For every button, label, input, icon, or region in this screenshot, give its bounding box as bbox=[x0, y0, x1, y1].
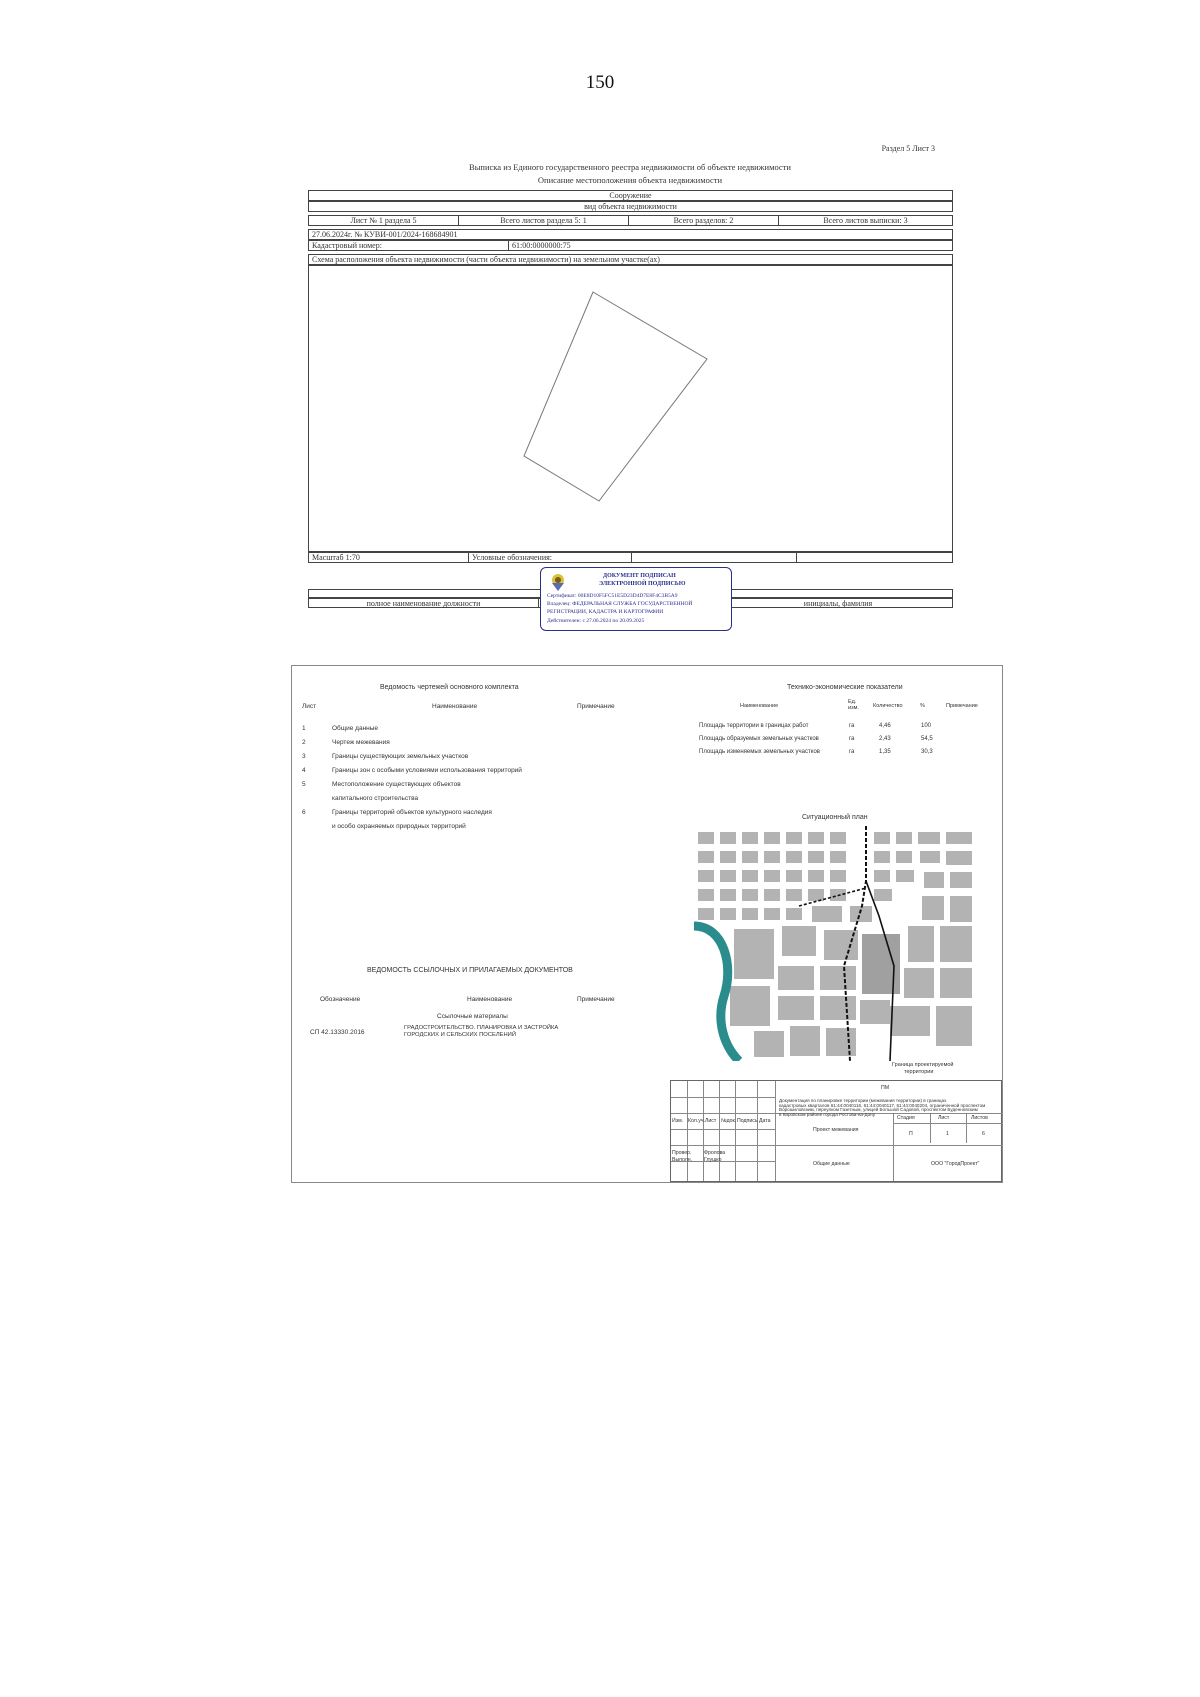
boundary-legend-2: территории bbox=[904, 1069, 934, 1075]
sheet-cell: Всего листов раздела 5: 1 bbox=[459, 216, 629, 225]
sheet-cell: Лист № 1 раздела 5 bbox=[309, 216, 459, 225]
empty-cell bbox=[632, 553, 797, 562]
situation-plan-title: Ситуационный план bbox=[802, 814, 868, 821]
object-type-caption: вид объекта недвижимости bbox=[584, 202, 677, 211]
object-type: Сооружение bbox=[609, 191, 652, 200]
organization: ООО "ГородПроект" bbox=[931, 1161, 980, 1167]
title-block-desc: в Кировском районе города Ростова-на-Дону bbox=[779, 1111, 876, 1117]
stage-header: Лист bbox=[938, 1115, 950, 1121]
tep-header-name: Наименование bbox=[740, 703, 779, 709]
sheet-name: Проект межевания bbox=[813, 1127, 859, 1133]
section-sheet-label: Раздел 5 Лист 3 bbox=[881, 144, 935, 153]
map-overlay bbox=[694, 826, 977, 1061]
general-data: Общие данные bbox=[813, 1161, 850, 1167]
stage-header: Стадия bbox=[897, 1115, 915, 1121]
stamp-line: ДОКУМЕНТ ПОДПИСАН bbox=[603, 573, 676, 579]
scheme-area bbox=[308, 265, 953, 552]
tep-title: Технико-экономические показатели bbox=[787, 684, 903, 691]
signature-right: инициалы, фамилия bbox=[803, 599, 873, 607]
stage-value: П bbox=[909, 1131, 913, 1137]
refs-header-note: Примечание bbox=[577, 996, 615, 1003]
scale-row bbox=[308, 552, 953, 563]
cadastral-label: Кадастровый номер: bbox=[309, 241, 509, 250]
tep-header-note: Примечание bbox=[946, 703, 978, 709]
refs-code: СП 42.13330.2016 bbox=[310, 1029, 365, 1036]
sheets-header-note: Примечание bbox=[577, 703, 615, 710]
cadastral-row bbox=[308, 240, 953, 251]
street bbox=[799, 888, 866, 906]
tep-header-pct: % bbox=[920, 703, 925, 709]
legend-label: Условные обозначения: bbox=[469, 553, 632, 562]
sheet-row: 1 Общие данные bbox=[302, 725, 379, 732]
refs-name-2: ГОРОДСКИХ И СЕЛЬСКИХ ПОСЕЛЕНИЙ bbox=[404, 1032, 517, 1038]
record-row bbox=[308, 229, 953, 240]
signature-left: полное наименование должности bbox=[309, 599, 539, 607]
refs-header-designation: Обозначение bbox=[320, 996, 361, 1003]
stamp-line: РЕГИСТРАЦИИ, КАДАСТРА И КАРТОГРАФИИ bbox=[547, 609, 664, 615]
scheme-label-row bbox=[308, 254, 953, 265]
egrn-extract-sheet bbox=[300, 140, 960, 640]
stamp-line: Сертификат: 00E8D10F5FC51E5D23D4D7E8F4C3B5A9 bbox=[547, 593, 678, 599]
page-number: 150 bbox=[585, 72, 615, 93]
object-type-box bbox=[308, 190, 953, 201]
sheet-row: 4 Границы зон с особыми условиями использования территорий bbox=[302, 767, 522, 774]
sheets-header-sheet: Лист bbox=[302, 703, 317, 710]
tep-header-qty: Количество bbox=[873, 703, 903, 709]
sheet-row: и особо охраняемых природных территорий bbox=[332, 823, 466, 830]
stamp-line: ЭЛЕКТРОННОЙ ПОДПИСЬЮ bbox=[599, 581, 686, 587]
river bbox=[694, 926, 739, 1061]
title-block-code: ПМ bbox=[881, 1085, 890, 1091]
tb-col: Подпись bbox=[737, 1118, 758, 1124]
sheet-row: капитального строительства bbox=[332, 795, 419, 802]
tb-signer: Фролова bbox=[704, 1150, 726, 1156]
stage-header: Листов bbox=[971, 1115, 988, 1121]
boundary-legend-1: Граница проектируемой bbox=[892, 1062, 954, 1068]
cadastral-number: 61:00:0000000:75 bbox=[512, 241, 571, 250]
sheet-row: 2 Чертеж межевания bbox=[302, 739, 390, 746]
title-block-desc: кадастровых кварталов 61:44:0040116, 61:44:0040117, 61:44:0040204, ограниченной проспектом bbox=[779, 1102, 986, 1108]
tb-signer: Глушко bbox=[704, 1157, 722, 1163]
sheets-header-name: Наименование bbox=[432, 703, 478, 710]
tb-role: Провер. bbox=[672, 1150, 692, 1156]
sheet-cell: Всего разделов: 2 bbox=[629, 216, 779, 225]
structure-outline bbox=[309, 266, 952, 551]
sheets-title: Ведомость чертежей основного комплекта bbox=[380, 684, 519, 691]
coat-of-arms-icon bbox=[547, 571, 569, 593]
sheet-info-row bbox=[308, 215, 953, 226]
stage-value: 6 bbox=[982, 1131, 985, 1137]
scale-label: Масштаб 1:70 bbox=[309, 553, 469, 562]
scheme-label: Схема расположения объекта недвижимости (части объекта недвижимости) на земельном участке(ах) bbox=[312, 255, 660, 264]
tb-col: №док. bbox=[721, 1118, 737, 1124]
title-block-desc: Ворошиловским, переулком Газетным, улицей Большой Садовой, проспектом Буденновским bbox=[779, 1107, 978, 1112]
refs-section: Ссылочные материалы bbox=[437, 1013, 508, 1020]
title-block-desc: Документация по планировке территории (межевания территории) в границах bbox=[779, 1098, 947, 1103]
sheet-row: 6 Границы территорий объектов культурного наследия bbox=[302, 809, 492, 816]
tb-col: Кол.уч. bbox=[688, 1118, 705, 1124]
tep-header-unit: Ед. изм. bbox=[848, 699, 859, 711]
situation-plan-map bbox=[694, 826, 977, 1061]
main-road bbox=[866, 881, 894, 1061]
tb-role: Выполн. bbox=[672, 1157, 693, 1163]
refs-header-name: Наименование bbox=[467, 996, 513, 1003]
record-number: 27.06.2024г. № КУВИ-001/2024-168684901 bbox=[312, 230, 458, 239]
project-boundary-road bbox=[844, 826, 866, 1061]
stamp-line: Владелец: ФЕДЕРАЛЬНАЯ СЛУЖБА ГОСУДАРСТВЕННОЙ bbox=[547, 601, 693, 607]
tb-col: Дата bbox=[759, 1118, 771, 1124]
object-type-caption-box bbox=[308, 201, 953, 212]
stamp-line: Действителен: с 27.06.2024 по 20.09.2025 bbox=[547, 618, 645, 624]
extract-subtitle: Описание местоположения объекта недвижимости bbox=[537, 175, 723, 185]
refs-name-1: ГРАДОСТРОИТЕЛЬСТВО. ПЛАНИРОВКА И ЗАСТРОЙКА bbox=[404, 1025, 559, 1031]
electronic-signature-stamp bbox=[540, 567, 732, 631]
tb-col: Лист bbox=[705, 1118, 717, 1124]
refs-title: ВЕДОМОСТЬ ССЫЛОЧНЫХ И ПРИЛАГАЕМЫХ ДОКУМЕНТОВ bbox=[367, 967, 573, 974]
title-block bbox=[670, 1080, 1002, 1182]
stage-value: 1 bbox=[946, 1131, 949, 1137]
tb-col: Изм. bbox=[672, 1118, 684, 1124]
sheet-cell: Всего листов выписки: 3 bbox=[823, 216, 908, 225]
empty-cell bbox=[797, 553, 952, 562]
sheet-row: 5 Местоположение существующих объектов bbox=[302, 781, 461, 788]
drawing-sheet: Ведомость чертежей основного комплекта Лист Наименование Примечание 1 Общие данные 2 Чертеж межевания 3 Границы существующих земельных участков 4 Границы зон с особыми условиями использования территорий 5 Местоположение существующих объектов капитального строительства 6 Границы территорий объектов культурного наследия и особо охраняемых природных территорий Технико-экономические показатели Наименование Ед. изм. Количество % Примечание Площадь территории в границах работ га 4,46 100 Площадь образуемых земельных участков га 2,43 54,5 Площадь изменяемых земельных участков га 1,35 30,3 Ситуационный план Граница проектируемой территории ВЕДОМОСТЬ ССЫЛОЧНЫХ И ПРИЛАГАЕМЫХ ДОКУМЕНТОВ Обозначение Наименование Примечание Ссылочные материалы СП 42.13330.2016 ГРАДОСТРОИТЕЛЬСТВО. ПЛАНИРОВКА И ЗАСТРОЙКА ГОРОДСКИХ И СЕЛЬСКИХ ПОСЕЛЕНИЙ ПМ Документация по планировке территории (межевания территории) в границах кадастровых кварталов 61:44:0040116, 61:44:0040117, 61:44:0040204, ограниченной проспектом Ворошиловским, переулком Газетным, улицей Большой Садовой, проспектом Буденновским в Кировском районе города Ростова-на-Дону Изм. Кол.уч. Лист №док. Подпись Дата Стадия Лист Листов П 1 6 Проект межевания Провер. Выполн. Фролова Глушко Общие данные ООО "ГородПроект" bbox=[291, 665, 1003, 1183]
sheet-row: 3 Границы существующих земельных участков bbox=[302, 753, 469, 760]
extract-title: Выписка из Единого государственного реестра недвижимости об объекте недвижимости bbox=[469, 162, 791, 172]
